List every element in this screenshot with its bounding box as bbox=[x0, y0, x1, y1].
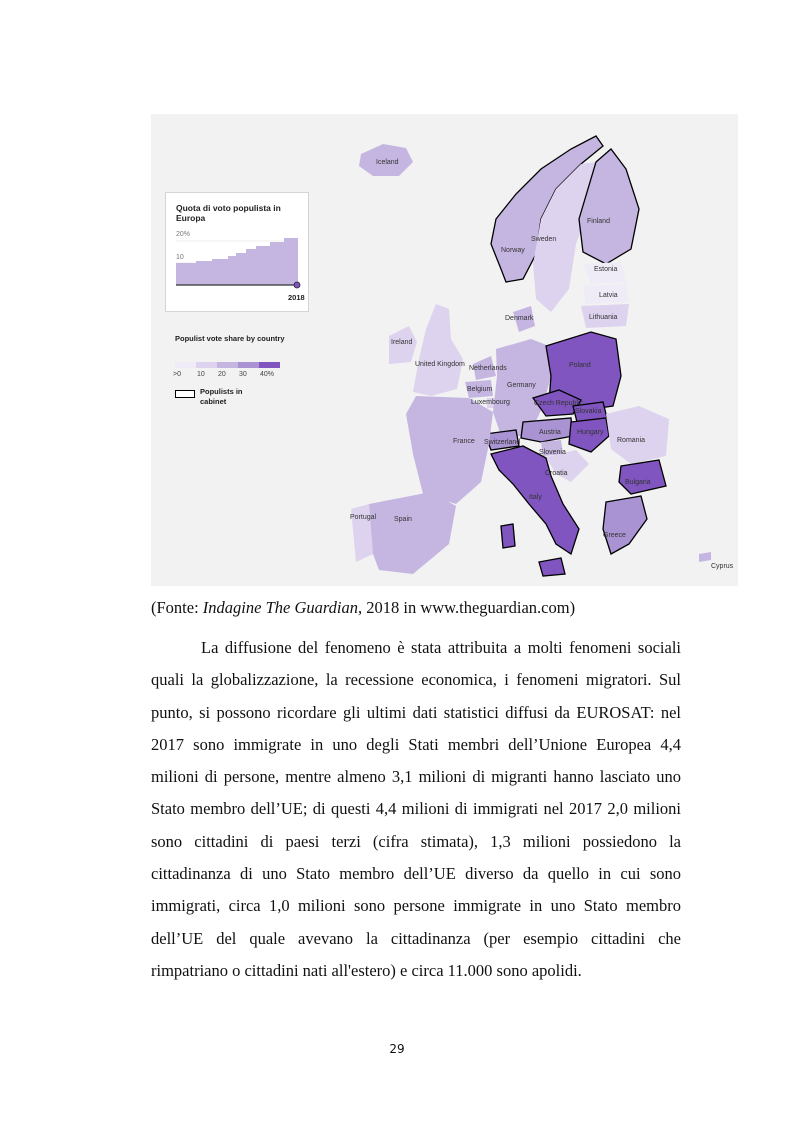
country-sardinia bbox=[501, 524, 515, 548]
label-denmark: Denmark bbox=[505, 315, 534, 322]
legend-swatch-2 bbox=[217, 362, 238, 368]
label-belgium: Belgium bbox=[467, 386, 493, 393]
trend-inset-chart bbox=[165, 192, 309, 312]
label-uk: United Kingdom bbox=[415, 361, 465, 368]
populist-vote-map-figure bbox=[151, 114, 738, 586]
label-italy: Italy bbox=[529, 494, 542, 501]
label-hungary: Hungary bbox=[577, 429, 604, 436]
label-finland: Finland bbox=[587, 218, 610, 225]
label-romania: Romania bbox=[617, 437, 646, 444]
legend-swatch-1 bbox=[196, 362, 217, 368]
caption-source: Indagine The Guardian bbox=[202, 598, 359, 617]
label-luxembourg: Luxembourg bbox=[471, 399, 510, 406]
label-france: France bbox=[453, 438, 475, 445]
europe-map bbox=[151, 114, 738, 586]
legend-title: Populist vote share by country bbox=[175, 334, 285, 343]
legend-label-3: 30 bbox=[239, 371, 247, 378]
inset-2018-marker bbox=[294, 282, 300, 288]
legend-label-1: 10 bbox=[197, 371, 205, 378]
label-austria: Austria bbox=[539, 429, 561, 436]
legend-swatch-0 bbox=[175, 362, 196, 368]
label-iceland: Iceland bbox=[376, 159, 399, 166]
country-france bbox=[406, 396, 493, 504]
country-spain bbox=[369, 492, 456, 574]
inset-tick-10: 10 bbox=[176, 254, 184, 261]
cabinet-outline-swatch bbox=[175, 390, 195, 398]
label-greece: Greece bbox=[603, 532, 626, 539]
label-poland: Poland bbox=[569, 362, 591, 369]
legend-label-0: >0 bbox=[173, 371, 181, 378]
legend-swatch-3 bbox=[238, 362, 259, 368]
caption-prefix: (Fonte: bbox=[151, 598, 203, 617]
label-cyprus: Cyprus bbox=[711, 563, 734, 570]
inset-year: 2018 bbox=[288, 293, 305, 302]
legend-label-2: 20 bbox=[218, 371, 226, 378]
country-bulgaria bbox=[619, 460, 666, 494]
label-czech: Czech Republic bbox=[534, 400, 584, 407]
figure-caption bbox=[151, 598, 575, 618]
inset-tick-20: 20% bbox=[176, 231, 191, 238]
inset-area bbox=[176, 238, 298, 285]
cabinet-label: Populists in cabinet bbox=[200, 387, 243, 406]
body-text bbox=[151, 632, 681, 987]
country-sicily bbox=[539, 558, 565, 576]
country-uk bbox=[413, 304, 463, 396]
inset-title: Quota di voto populista in Europa bbox=[176, 203, 281, 223]
label-switzerland: Switzerland bbox=[484, 439, 521, 446]
country-greece bbox=[603, 496, 647, 554]
label-latvia: Latvia bbox=[599, 292, 618, 299]
inset-area-chart bbox=[166, 193, 308, 311]
label-slovakia: Slovakia bbox=[575, 408, 602, 415]
label-portugal: Portugal bbox=[350, 514, 377, 521]
legend-label-4: 40% bbox=[260, 371, 275, 378]
legend-swatch-4 bbox=[259, 362, 280, 368]
caption-suffix: , 2018 in www.theguardian.com) bbox=[358, 598, 576, 617]
label-ireland: Ireland bbox=[391, 339, 413, 346]
label-germany: Germany bbox=[507, 382, 536, 389]
label-spain: Spain bbox=[394, 516, 412, 523]
label-norway: Norway bbox=[501, 247, 525, 254]
label-estonia: Estonia bbox=[594, 266, 618, 273]
label-sweden: Sweden bbox=[531, 236, 557, 243]
country-cyprus bbox=[699, 552, 711, 562]
paragraph: La diffusione del fenomeno è stata attribuita a molti fenomeni sociali quali la globalizzazione, la recessione economica, i fenomeni migratori. Sul punto, si possono ricordare gli ultimi dati statistici diffusi da EUROSAT: nel 2017 sono immigrate in uno degli Stati membri dell’Unione Europea 4,4 milioni di persone, mentre almeno 3,1 milioni di migranti hanno lasciato uno Stato membro dell’UE; di questi 4,4 milioni di immigrati nel 2017 2,0 milioni sono cittadini di paesi terzi (cifra stimata), 1,3 milioni possiedono la cittadinanza di uno Stato membro dell’UE diverso da quello in cui sono immigrati, circa 1,0 milioni sono persone immigrate in uno Stato membro dell’UE del quale avevano la cittadinanza (per esempio cittadini che rimpatriano o cittadini nati all'estero) e circa 11.000 sono apolidi. bbox=[151, 638, 681, 980]
page-number: 29 bbox=[389, 1042, 405, 1056]
label-croatia: Croatia bbox=[545, 470, 568, 477]
label-lithuania: Lithuania bbox=[589, 314, 618, 321]
label-netherlands: Netherlands bbox=[469, 365, 507, 372]
country-romania bbox=[606, 406, 669, 464]
legend-color-scale bbox=[175, 362, 280, 368]
label-slovenia: Slovenia bbox=[539, 449, 566, 456]
label-bulgaria: Bulgaria bbox=[625, 479, 651, 486]
